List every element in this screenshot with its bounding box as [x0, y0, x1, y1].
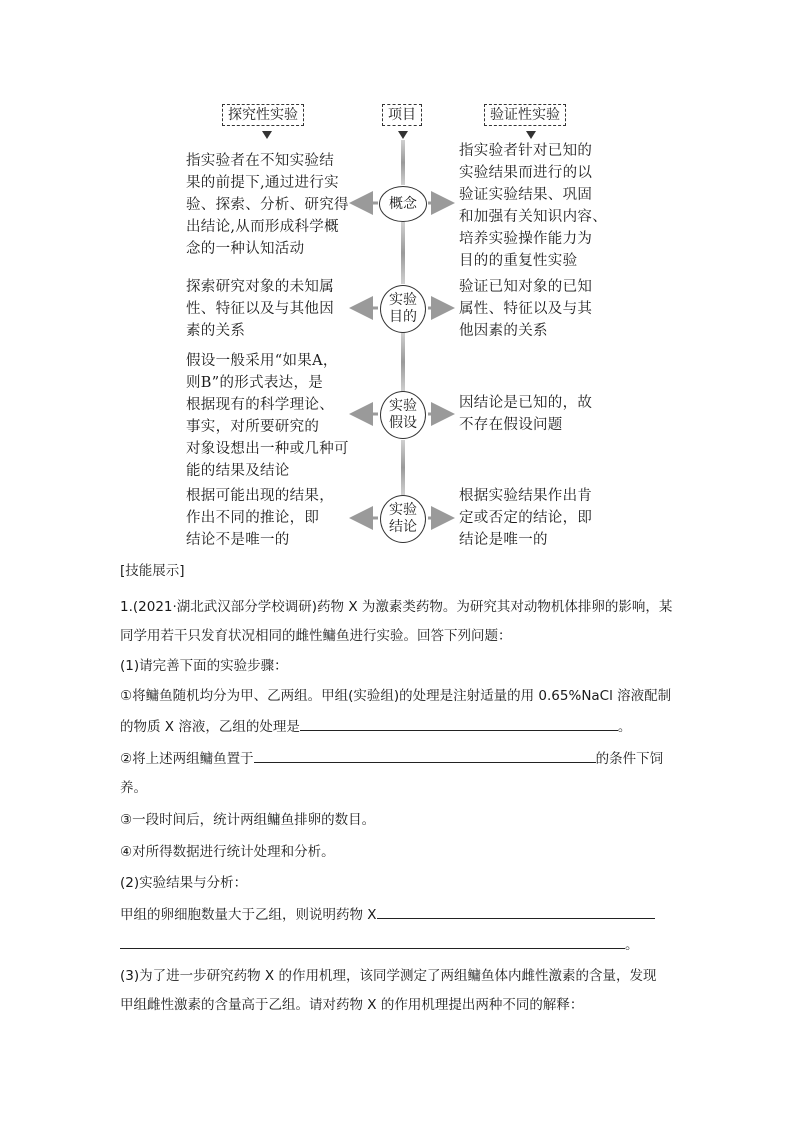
row2-left-text — [186, 276, 356, 342]
text-line: 根据现有的科学理论、 — [186, 397, 334, 413]
node-label: 实验 — [389, 502, 417, 518]
node-conclusion — [380, 495, 426, 543]
text-line: 作出不同的推论，即 — [186, 510, 320, 526]
part2-line-1 — [120, 904, 655, 925]
node-label: 实验 — [389, 292, 417, 308]
answer-blank-part2a[interactable] — [377, 904, 655, 919]
node-purpose — [380, 285, 426, 333]
text-line: 验、探索、分析、研究得 — [186, 197, 349, 213]
step2-text: ②将上述两组鳙鱼置于 — [120, 751, 254, 767]
text-line: 属性、特征以及与其 — [459, 301, 593, 317]
part2-text: 甲组的卵细胞数量大于乙组，则说明药物 X — [120, 907, 377, 923]
text-line: 结论不是唯一的 — [186, 532, 290, 548]
text-line: 能的结果及结论 — [186, 463, 290, 479]
comparison-diagram — [0, 0, 794, 560]
node-label: 目的 — [389, 309, 417, 325]
spine-segment — [401, 222, 405, 284]
row2-right-text — [459, 276, 629, 342]
text-line: 念的一种认知活动 — [186, 241, 305, 257]
text-line: 对象设想出一种或几种可 — [186, 441, 349, 457]
node-hypothesis — [380, 391, 426, 439]
text-line: 根据实验结果作出肯 — [459, 488, 593, 504]
node-label: 概念 — [389, 195, 417, 212]
text-line: 则B”的形式表达，是 — [186, 375, 324, 391]
node-label: 假设 — [389, 415, 417, 431]
row1-right-text — [459, 140, 629, 272]
header-exploratory: 探究性实验 — [222, 104, 304, 126]
spine-segment — [401, 332, 405, 392]
text-line: 事实，对所要研究的 — [186, 419, 320, 435]
part3-line-1: (3)为了进一步研究药物 X 的作用机理，该同学测定了两组鳙鱼体内雌性激素的含量，发现 — [120, 968, 657, 984]
answer-blank-step2[interactable] — [254, 748, 596, 763]
text-line: 定或否定的结论，即 — [459, 510, 593, 526]
node-concept — [379, 186, 427, 222]
text-line: 他因素的关系 — [459, 323, 548, 339]
text-line: 和加强有关知识内容、 — [459, 209, 607, 225]
step3: ③一段时间后，统计两组鳙鱼排卵的数目。 — [120, 812, 376, 828]
text-line: 性、特征以及与其他因 — [186, 301, 334, 317]
row3-right-text — [459, 392, 629, 436]
row4-right-text — [459, 485, 629, 551]
text-line: 验证已知对象的已知 — [459, 279, 593, 295]
step1-line-2 — [120, 716, 631, 737]
text-line: 培养实验操作能力为 — [459, 231, 593, 247]
part1-title: (1)请完善下面的实验步骤： — [120, 658, 288, 674]
header-arrow-center — [398, 131, 408, 139]
text-line: 素的关系 — [186, 323, 246, 339]
row3-left-text — [186, 350, 361, 482]
step1-text: 的物质 X 溶液，乙组的处理是 — [120, 719, 300, 735]
part2-end: 。 — [625, 937, 639, 953]
text-line: 验证实验结果、巩固 — [459, 187, 593, 203]
diagram-connectors — [0, 0, 794, 560]
part2-line-2 — [120, 934, 639, 955]
part2-title: (2)实验结果与分析： — [120, 875, 248, 891]
step2-line-2: 养。 — [120, 780, 147, 796]
header-arrow-left — [262, 131, 272, 139]
step1-end: 。 — [617, 719, 632, 735]
spine-segment — [401, 440, 405, 495]
row1-left-text — [186, 150, 356, 260]
step2-text-end: 的条件下饲 — [595, 751, 664, 767]
spine-segment — [401, 140, 405, 185]
answer-blank-part2b[interactable] — [120, 934, 625, 949]
text-line: 假设一般采用“如果A， — [186, 353, 338, 369]
header-item: 项目 — [382, 104, 422, 126]
text-line: 根据可能出现的结果， — [186, 488, 334, 504]
question-line-1: 1.(2021·湖北武汉部分学校调研)药物 X 为激素类药物。为研究其对动物机体排卵的影响，某 — [120, 599, 673, 615]
step2-line-1 — [120, 748, 663, 769]
text-line: 探索研究对象的未知属 — [186, 279, 334, 295]
text-line: 出结论,从而形成科学概 — [186, 219, 339, 235]
text-line: 指实验者针对已知的 — [459, 143, 593, 159]
step4: ④对所得数据进行统计处理和分析。 — [120, 844, 335, 860]
text-line: 果的前提下,通过进行实 — [186, 175, 339, 191]
text-line: 指实验者在不知实验结 — [186, 153, 334, 169]
text-line: 不存在假设问题 — [459, 417, 563, 433]
answer-blank-step1[interactable] — [300, 716, 618, 731]
row4-left-text — [186, 485, 356, 551]
text-line: 因结论是已知的，故 — [459, 395, 593, 411]
node-label: 结论 — [389, 519, 417, 535]
text-line: 结论是唯一的 — [459, 532, 548, 548]
header-verification: 验证性实验 — [484, 104, 566, 126]
part3-line-2: 甲组雌性激素的含量高于乙组。请对药物 X 的作用机理提出两种不同的解释： — [120, 997, 584, 1013]
step1-line-1: ①将鳙鱼随机均分为甲、乙两组。甲组(实验组)的处理是注射适量的用 0.65%NaCl 溶液配制 — [120, 688, 672, 704]
section-title: [技能展示] — [120, 563, 185, 579]
text-line: 实验结果而进行的以 — [459, 165, 593, 181]
text-line: 目的的重复性实验 — [459, 253, 578, 269]
header-arrow-right — [526, 131, 536, 139]
question-line-2: 同学用若干只发育状况相同的雌性鳙鱼进行实验。回答下列问题： — [120, 628, 512, 644]
node-label: 实验 — [389, 398, 417, 414]
